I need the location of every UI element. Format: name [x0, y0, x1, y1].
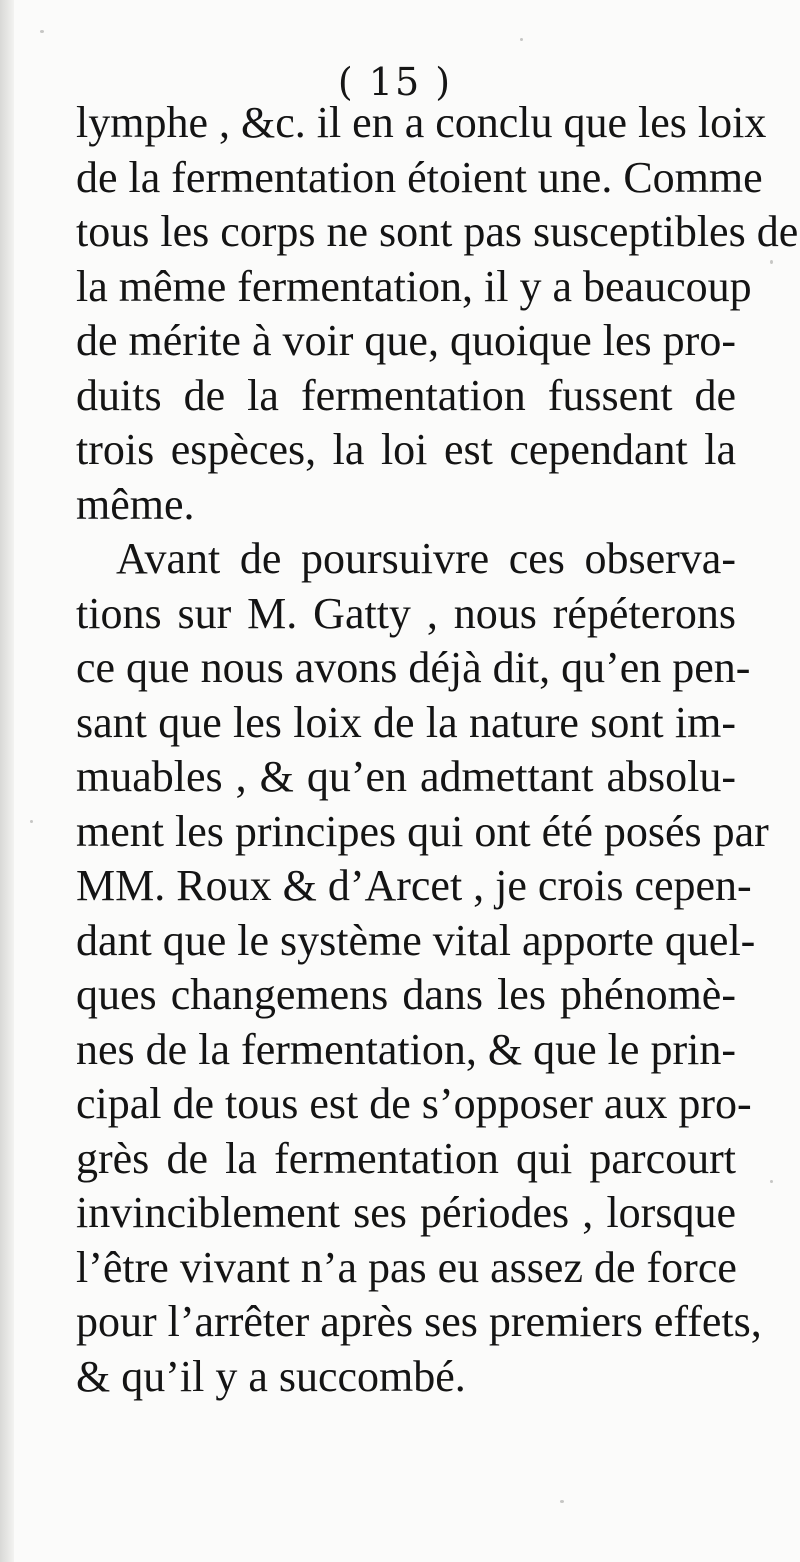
text-line: muables , & qu’en admettant absolu-: [76, 752, 736, 801]
text-line-paragraph-end: même.: [76, 479, 195, 529]
text-line: sant que les loix de la nature sont im-: [76, 697, 736, 747]
text-line: trois espèces, la loi est cependant la: [76, 425, 736, 474]
text-line: invinciblement ses périodes , lorsque: [76, 1188, 736, 1237]
paper-speck: [770, 260, 773, 264]
text-line: l’être vivant n’a pas eu assez de force: [76, 1242, 737, 1292]
text-line: nes de la fermentation, & que le prin-: [76, 1024, 736, 1074]
page-number: ( 15 ): [337, 60, 453, 104]
paper-speck: [30, 820, 33, 823]
text-line: de mérite à voir que, quoique les pro-: [76, 316, 736, 365]
text-line-paragraph-start: Avant de poursuivre ces observa-: [116, 534, 736, 583]
text-line: MM. Roux & d’Arcet , je crois cepen-: [76, 861, 752, 910]
text-line: ce que nous avons déjà dit, qu’en pen-: [76, 643, 751, 692]
text-line: dant que le système vital apporte quel-: [76, 915, 756, 965]
page-gutter-shadow: [0, 0, 14, 1562]
text-line: duits de la fermentation fussent de: [76, 370, 736, 420]
text-line: lymphe , &c. il en a conclu que les loix: [76, 98, 767, 147]
paper-speck: [40, 30, 44, 33]
text-line-paragraph-end: & qu’il y a succombé.: [76, 1351, 466, 1401]
text-line: grès de la fermentation qui parcourt: [76, 1133, 736, 1183]
text-line: cipal de tous est de s’opposer aux pro-: [76, 1079, 752, 1128]
text-line: ment les principes qui ont été posés par: [76, 806, 769, 856]
text-line: tous les corps ne sont pas susceptibles de: [76, 207, 799, 256]
text-line: la même fermentation, il y a beaucoup: [76, 261, 752, 311]
text-line: de la fermentation étoient une. Comme: [76, 152, 763, 202]
text-line: pour l’arrêter après ses premiers effets,: [76, 1297, 762, 1346]
paper-speck: [520, 38, 523, 41]
text-line: ques changemens dans les phénomè-: [76, 970, 736, 1019]
paper-speck: [770, 1180, 773, 1183]
paper-speck: [560, 1500, 564, 1503]
text-line: tions sur M. Gatty , nous répéterons: [76, 588, 736, 638]
page-body-text: [76, 96, 799, 1404]
